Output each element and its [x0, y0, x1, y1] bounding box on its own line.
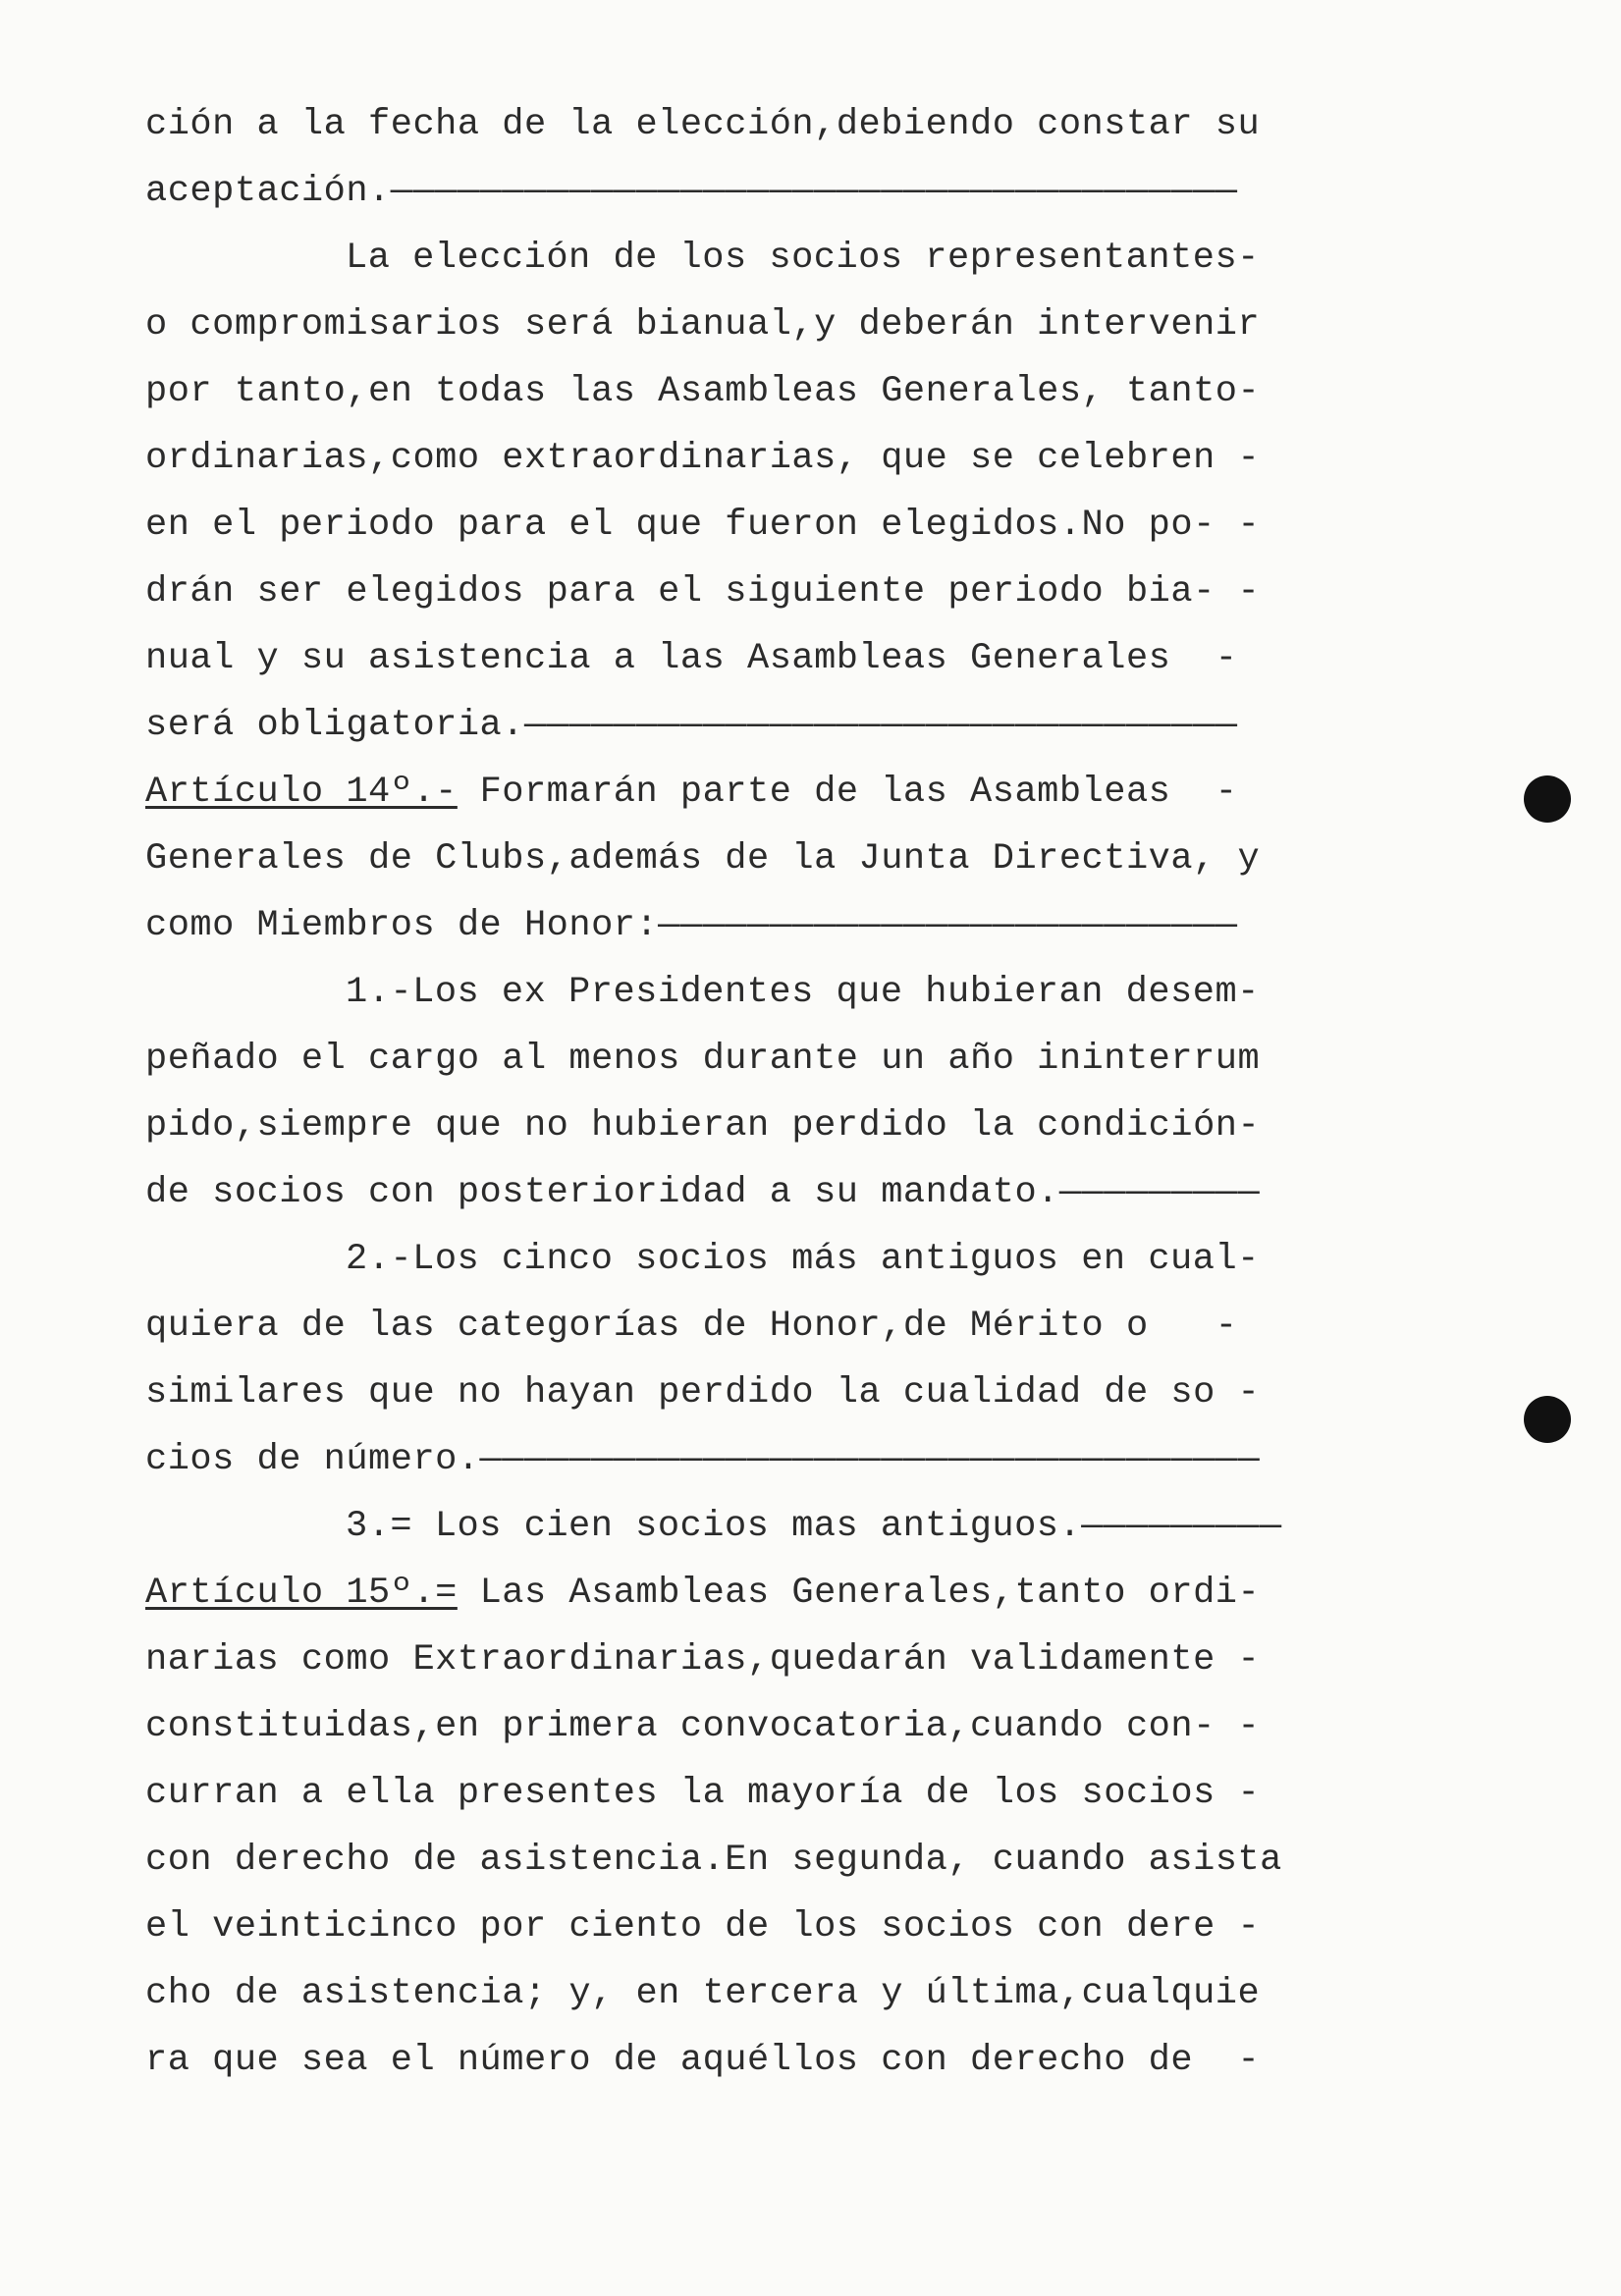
text-line: con derecho de asistencia.En segunda, cuando asista: [145, 1840, 1282, 1881]
article-15-heading: Artículo 15º.=: [145, 1573, 458, 1614]
text-line: ción a la fecha de la elección,debiendo constar su: [145, 104, 1261, 145]
text-line: como Miembros de Honor:――――――――――――――――――――――――――: [145, 905, 1238, 946]
article-14-line: [145, 768, 1238, 817]
text-line: nual y su asistencia a las Asambleas Generales -: [145, 638, 1238, 679]
text-line: el veinticinco por ciento de los socios con dere -: [145, 1906, 1261, 1948]
article-15-text: Las Asambleas Generales,tanto ordi-: [457, 1573, 1261, 1614]
text-line: Generales de Clubs,además de la Junta Directiva, y: [145, 838, 1261, 880]
punch-hole: [1524, 1396, 1571, 1443]
text-line: 3.= Los cien socios mas antiguos.―――――――――: [346, 1506, 1282, 1547]
text-line: La elección de los socios representantes-: [346, 238, 1260, 279]
text-line: cho de asistencia; y, en tercera y última,cualquie: [145, 1973, 1261, 2014]
text-line: cios de número.―――――――――――――――――――――――――――――――――――: [145, 1439, 1261, 1480]
text-line: similares que no hayan perdido la cualidad de so -: [145, 1372, 1261, 1414]
article-14-heading: Artículo 14º.-: [145, 772, 458, 813]
text-line: constituidas,en primera convocatoria,cuando con- -: [145, 1706, 1261, 1747]
text-line: aceptación.――――――――――――――――――――――――――――――――――――――: [145, 171, 1238, 212]
article-15-line: [145, 1569, 1260, 1618]
text-line: en el periodo para el que fueron elegidos.No po- -: [145, 505, 1261, 546]
text-line: curran a ella presentes la mayoría de los socios -: [145, 1773, 1261, 1814]
text-line: será obligatoria.――――――――――――――――――――――――――――――――: [145, 705, 1238, 746]
text-line: ordinarias,como extraordinarias, que se celebren -: [145, 438, 1261, 479]
text-line: de socios con posterioridad a su mandato.―――――――――: [145, 1172, 1261, 1213]
text-line: o compromisarios será bianual,y deberán intervenir: [145, 304, 1261, 346]
punch-hole: [1524, 775, 1571, 823]
text-line: quiera de las categorías de Honor,de Mérito o -: [145, 1306, 1238, 1347]
text-line: por tanto,en todas las Asambleas Generales, tanto-: [145, 371, 1261, 412]
text-line: peñado el cargo al menos durante un año ininterrum: [145, 1039, 1261, 1080]
text-line: narias como Extraordinarias,quedarán validamente -: [145, 1639, 1261, 1681]
text-line: drán ser elegidos para el siguiente periodo bia- -: [145, 571, 1261, 613]
text-line: pido,siempre que no hubieran perdido la condición-: [145, 1105, 1261, 1147]
article-14-text: Formarán parte de las Asambleas -: [457, 772, 1238, 813]
text-line: 1.-Los ex Presidentes que hubieran desem-: [346, 972, 1260, 1013]
text-line: 2.-Los cinco socios más antiguos en cual-: [346, 1239, 1260, 1280]
text-line: ra que sea el número de aquéllos con derecho de -: [145, 2040, 1261, 2081]
